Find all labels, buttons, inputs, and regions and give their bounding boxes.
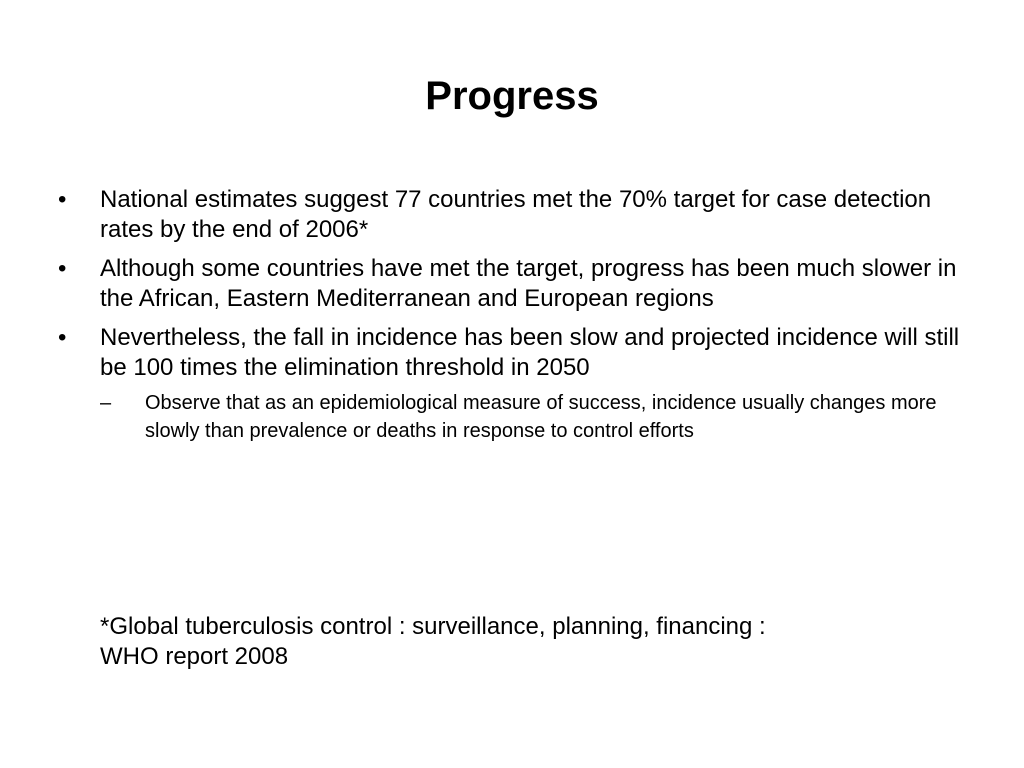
- sub-bullet-item: [100, 389, 978, 445]
- reference-line-2: WHO report 2008: [100, 643, 289, 670]
- sub-bullet-text: Observe that as an epidemiological measure of success, incidence usually changes more slowly than prevalence or deaths in response to control efforts: [145, 392, 937, 442]
- bullet-list: [58, 185, 978, 454]
- bullet-text: National estimates suggest 77 countries met the 70% target for case detection rates by the end of 2006*: [100, 186, 932, 243]
- sub-bullet-marker: –: [100, 392, 112, 414]
- bullet-marker: •: [58, 255, 67, 282]
- sub-bullet-list: [100, 389, 978, 445]
- bullet-marker: •: [58, 324, 67, 351]
- bullet-text: Although some countries have met the target, progress has been much slower in the African, Eastern Mediterranean and European regions: [100, 255, 957, 312]
- reference-note: [100, 612, 960, 672]
- bullet-item: [58, 254, 978, 314]
- slide-title: Progress: [425, 74, 599, 118]
- bullet-item: [58, 185, 978, 245]
- bullet-text: Nevertheless, the fall in incidence has been slow and projected incidence will still be 100 times the elimination threshold in 2050: [100, 324, 960, 381]
- bullet-item: [58, 323, 978, 445]
- bullet-marker: •: [58, 186, 67, 213]
- reference-line-1: *Global tuberculosis control : surveillance, planning, financing :: [100, 613, 766, 640]
